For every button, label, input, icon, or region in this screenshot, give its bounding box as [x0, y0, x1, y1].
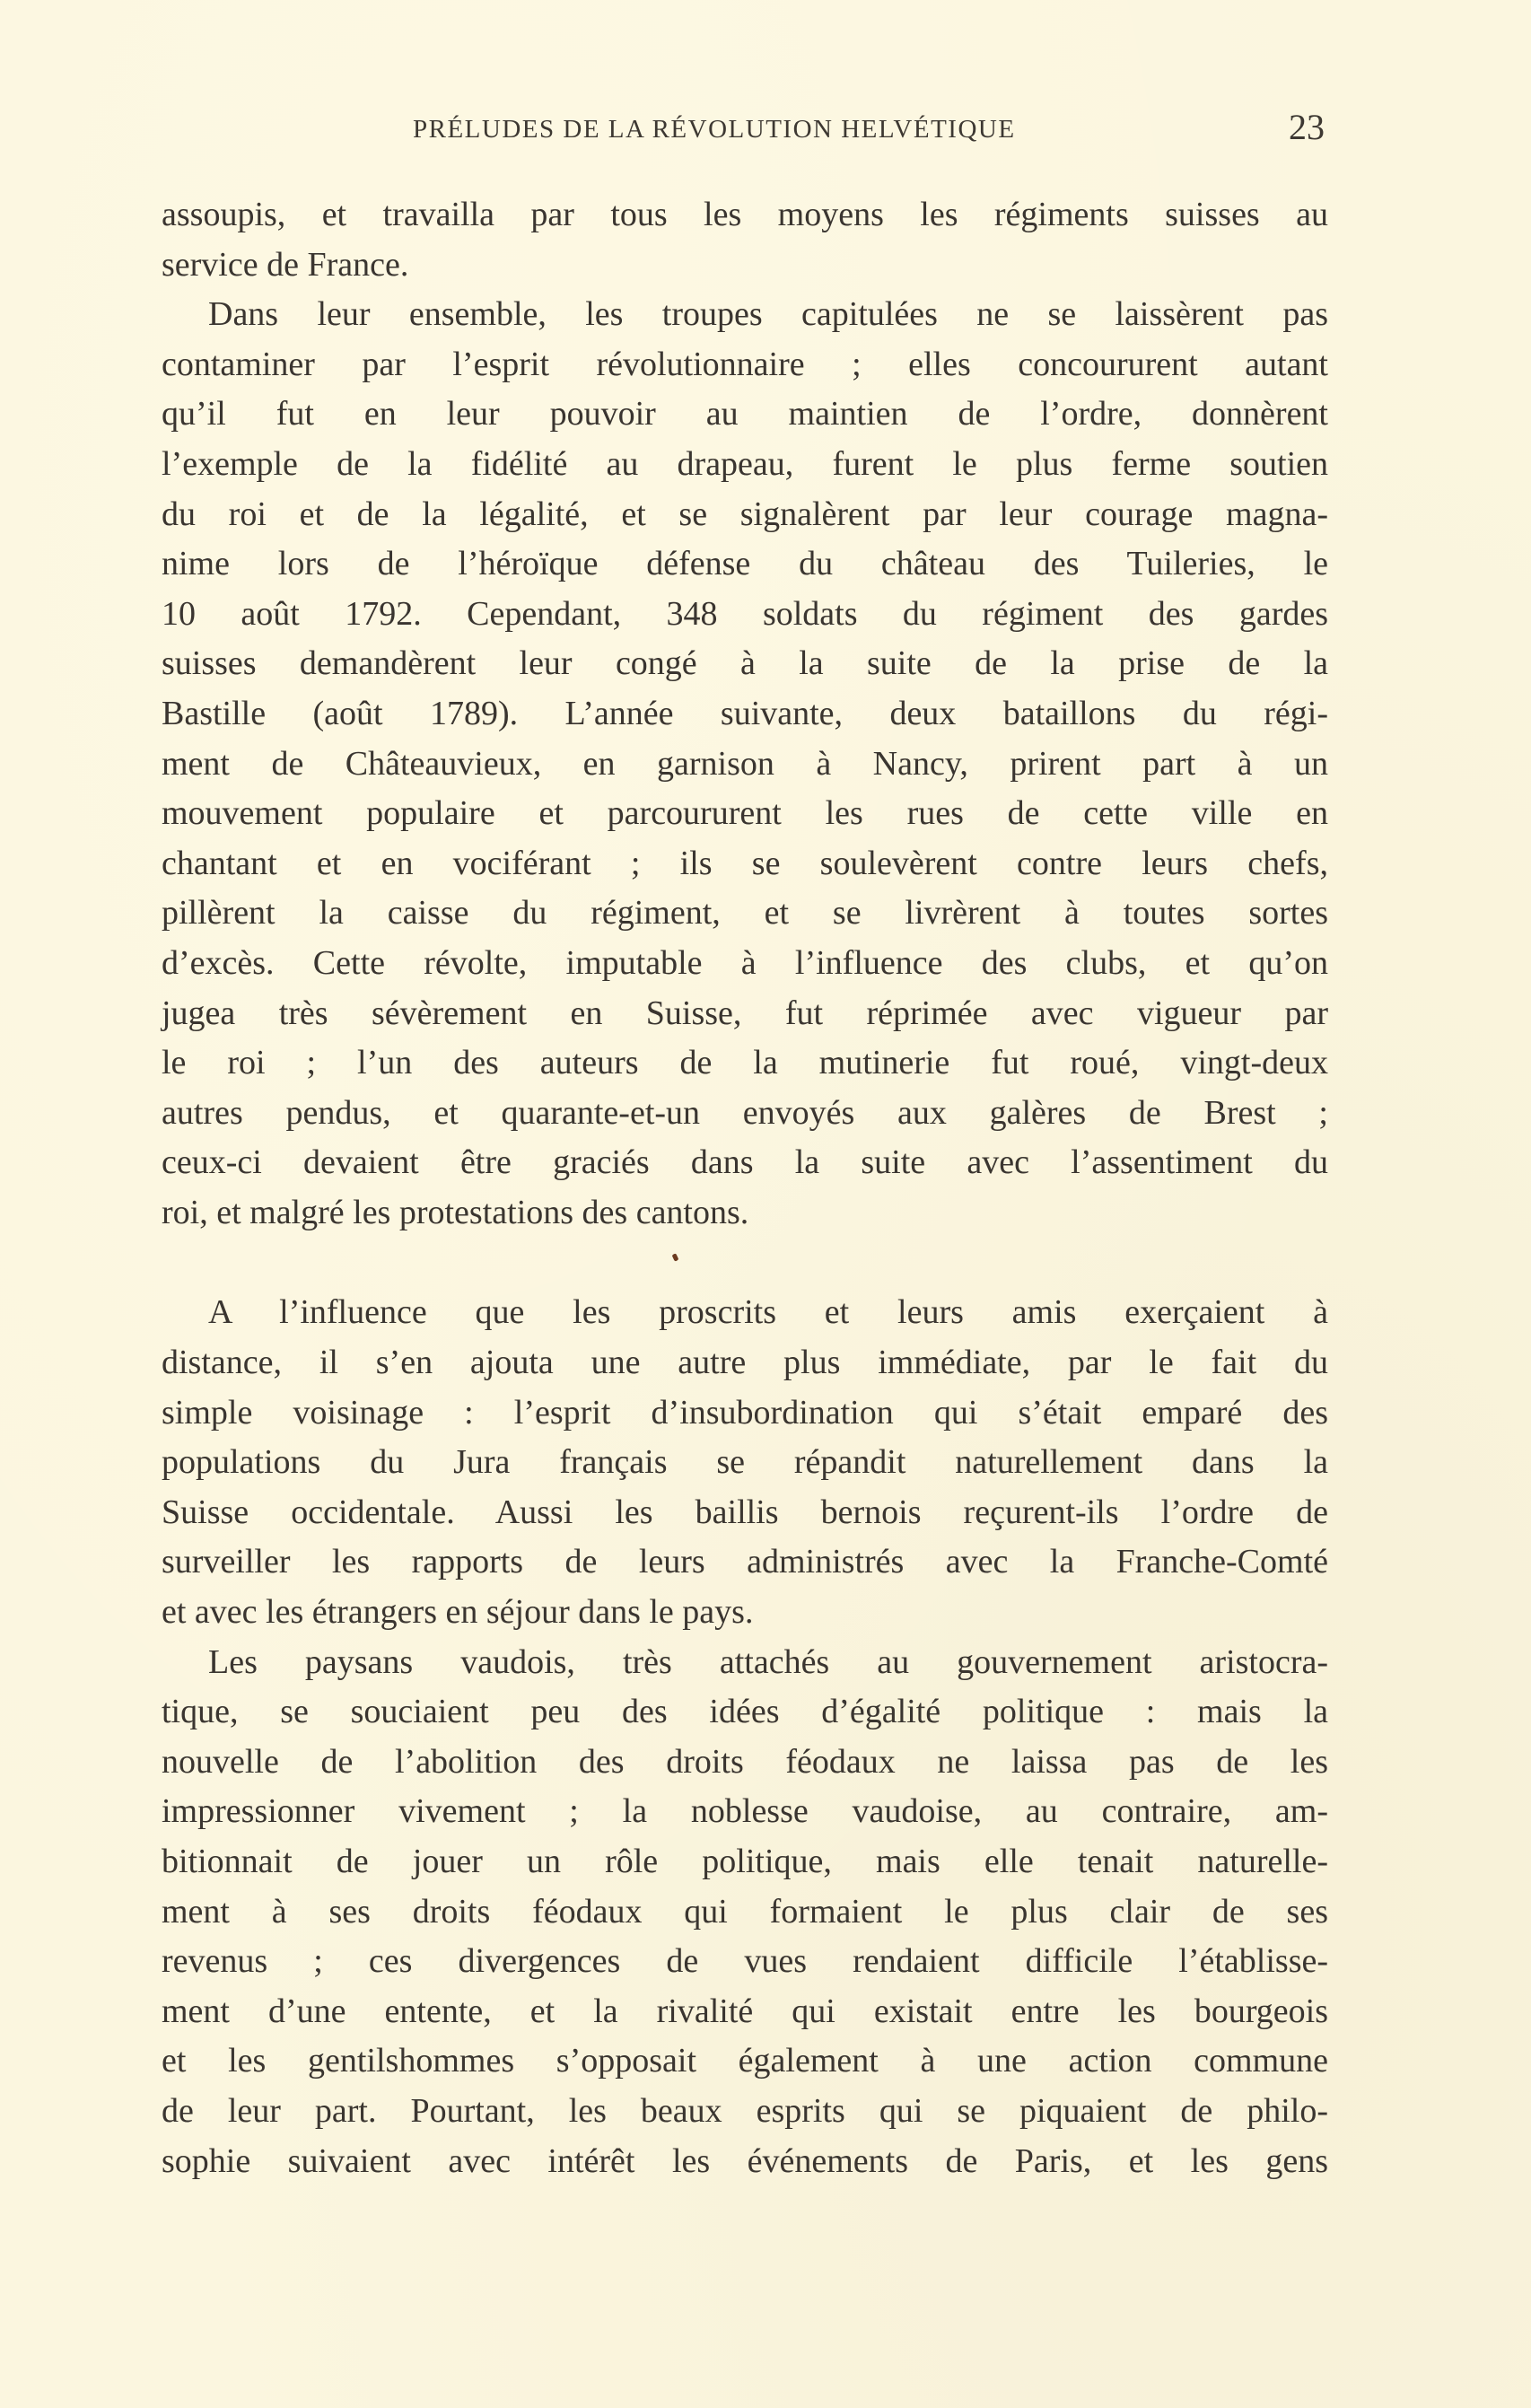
text-line: distance, il s’en ajouta une autre plus immédiate, par le fait du [162, 1344, 1328, 1382]
text-line: sophie suivaient avec intérêt les événements de Paris, et les gens [162, 2141, 1328, 2180]
text-line: d’excès. Cette révolte, imputable à l’influence des clubs, et qu’on [162, 943, 1328, 982]
text-line: nime lors de l’héroïque défense du château des Tuileries, le [162, 545, 1328, 583]
text-line: autres pendus, et quarante-et-un envoyés aux galères de Brest ; [162, 1093, 1328, 1132]
text-line: populations du Jura français se répandit naturellement dans la [162, 1443, 1328, 1482]
text-line: du roi et de la légalité, et se signalèrent par leur courage magna- [162, 495, 1328, 533]
text-line: mouvement populaire et parcoururent les rues de cette ville en [162, 794, 1328, 833]
text-line: de leur part. Pourtant, les beaux esprits qui se piquaient de philo- [162, 2091, 1328, 2130]
text-line: suisses demandèrent leur congé à la suite de la prise de la [162, 644, 1328, 683]
text-line: Suisse occidentale. Aussi les baillis bernois reçurent-ils l’ordre de [162, 1493, 1328, 1531]
section-gap [162, 1238, 1328, 1288]
text-line: 10 août 1792. Cependant, 348 soldats du régiment des gardes [162, 594, 1328, 633]
text-line: et les gentilshommes s’opposait également à une action commune [162, 2042, 1328, 2080]
text-line: ceux-ci devaient être graciés dans la suite avec l’assentiment du [162, 1143, 1328, 1182]
text-line: chantant et en vociférant ; ils se soulevèrent contre leurs chefs, [162, 844, 1328, 882]
text-line: jugea très sévèrement en Suisse, fut réprimée avec vigueur par [162, 994, 1328, 1032]
text-line: le roi ; l’un des auteurs de la mutinerie fut roué, vingt-deux [162, 1044, 1328, 1082]
text-line: et avec les étrangers en séjour dans le pays. [162, 1593, 754, 1632]
paragraph-continuation [162, 190, 1328, 290]
text-line: nouvelle de l’abolition des droits féodaux ne laissa pas de les [162, 1742, 1328, 1781]
text-line: revenus ; ces divergences de vues rendaient difficile l’établisse- [162, 1942, 1328, 1981]
paragraph-influence [162, 1288, 1328, 1637]
page-number: 23 [1289, 107, 1325, 147]
text-line: bitionnait de jouer un rôle politique, mais elle tenait naturelle- [162, 1843, 1328, 1880]
text-line: assoupis, et travailla par tous les moyens les régiments suisses au [162, 196, 1328, 233]
text-line: surveiller les rapports de leurs administrés avec la Franche-Comté [162, 1543, 1328, 1581]
text-line: impressionner vivement ; la noblesse vaudoise, au contraire, am- [162, 1792, 1328, 1831]
text-line: Bastille (août 1789). L’année suivante, deux bataillons du régi- [162, 694, 1328, 732]
body-text [162, 190, 1328, 2186]
text-line: l’exemple de la fidélité au drapeau, furent le plus ferme soutien [162, 444, 1328, 483]
text-line: Les paysans vaudois, très attachés au gouvernement aristocra- [208, 1642, 1328, 1681]
text-line: qu’il fut en leur pouvoir au maintien de l’ordre, donnèrent [162, 395, 1328, 433]
ink-spot [672, 1254, 679, 1262]
text-line: roi, et malgré les protestations des cantons. [162, 1193, 749, 1231]
text-line: contaminer par l’esprit révolutionnaire ; elles concoururent autant [162, 345, 1328, 383]
text-line: service de France. [162, 245, 409, 284]
text-line: ment à ses droits féodaux qui formaient le plus clair de ses [162, 1892, 1328, 1931]
text-line: ment de Châteauvieux, en garnison à Nancy, prirent part à un [162, 744, 1328, 783]
text-line: simple voisinage : l’esprit d’insubordination qui s’était emparé des [162, 1393, 1328, 1432]
text-line: A l’influence que les proscrits et leurs amis exerçaient à [208, 1293, 1328, 1332]
paragraph-troupes-capitulees [162, 290, 1328, 1238]
running-title: PRÉLUDES DE LA RÉVOLUTION HELVÉTIQUE [413, 115, 1016, 144]
text-line: ment d’une entente, et la rivalité qui existait entre les bourgeois [162, 1992, 1328, 2030]
text-line: tique, se souciaient peu des idées d’égalité politique : mais la [162, 1693, 1328, 1731]
text-line: Dans leur ensemble, les troupes capitulées ne se laissèrent pas [208, 295, 1328, 334]
text-line: pillèrent la caisse du régiment, et se livrèrent à toutes sortes [162, 894, 1328, 933]
paragraph-paysans-vaudois [162, 1638, 1328, 2187]
